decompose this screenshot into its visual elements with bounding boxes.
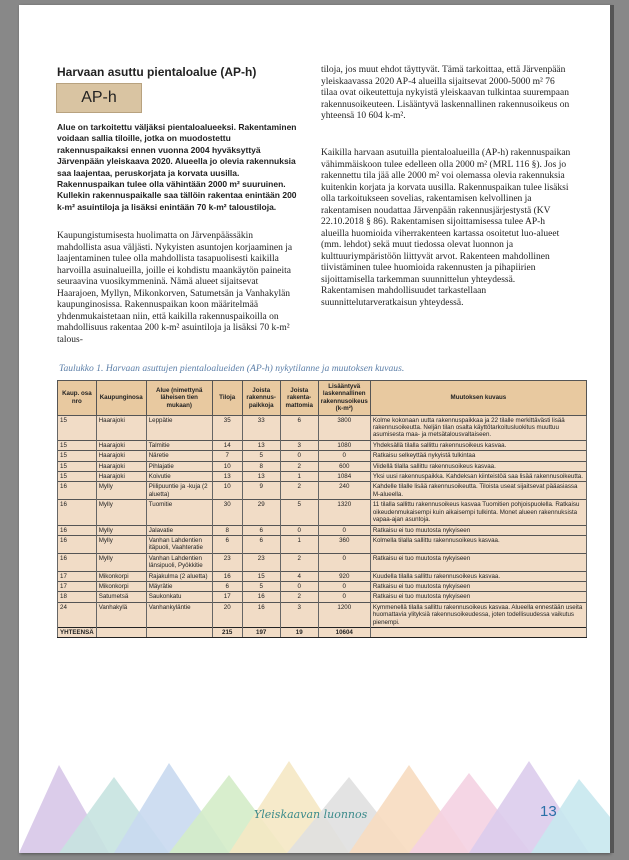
table-cell: 35	[212, 415, 242, 440]
table-cell: Viidellä tilalla sallittu rakennusoikeus kasvaa.	[370, 461, 586, 471]
table-cell: 16	[58, 525, 97, 535]
table-cell: Ratkaisu ei tuo muutosta nykyiseen	[370, 525, 586, 535]
table-cell: Kahdelle tilalle lisää rakennusoikeutta. Tiloista useat sijaitsevat pääasiassa M-alueella.	[370, 482, 586, 500]
table-cell: Koivutie	[146, 472, 212, 482]
table-cell: 6	[242, 525, 280, 535]
table-cell: Mikonkorpi	[96, 571, 146, 581]
table-cell: Vanhankyläntie	[146, 602, 212, 627]
table-header-cell: Alue (nimettynä läheisen tien mukaan)	[146, 381, 212, 416]
table-cell: 6	[212, 535, 242, 553]
table-cell: Yksi uusi rakennuspaikka. Kahdeksan kiinteistöä saa lisää rakennusoikeutta.	[370, 472, 586, 482]
table-row	[58, 581, 587, 591]
table-row	[58, 415, 587, 440]
table-cell: 16	[242, 602, 280, 627]
table-cell: 2	[280, 482, 318, 500]
table-cell: Kolmella tilalla sallittu rakennusoikeus kasvaa.	[370, 535, 586, 553]
page-number: 13	[540, 803, 557, 820]
table-row	[58, 440, 587, 450]
table-cell: 17	[58, 581, 97, 591]
table-cell: 3	[280, 602, 318, 627]
table-cell: Ratkaisu ei tuo muutosta nykyiseen	[370, 553, 586, 571]
table-cell: Jalavatie	[146, 525, 212, 535]
table-row	[58, 461, 587, 471]
table-cell: Mylly	[96, 500, 146, 525]
table-cell: 920	[318, 571, 370, 581]
table-row	[58, 592, 587, 602]
table-cell: 600	[318, 461, 370, 471]
table-cell: 360	[318, 535, 370, 553]
table-cell: 16	[242, 592, 280, 602]
intro-bold-paragraph: Alue on tarkoitettu väljäksi pientaloalueeksi. Rakentaminen voidaan sallia tiloille, jotka on muodostettu rakennuspaikaksi ennen vuonna 2004 hyväksyttyä Järvenpään yleiskaava 2020. Alueella jo olevia rakennuksia saa laajentaa, peruskorjata ja korvata uusilla. Rakennuspaikan tulee olla vähintään 2000 m² suuruinen. Kullekin rakennuspaikalle saa tällöin rakentaa enintään 200 k-m² asuintiloja ja lisäksi enintään 70 k-m² taloustiloja.	[57, 122, 297, 212]
table-cell: Leppätie	[146, 415, 212, 440]
table-cell: 0	[280, 581, 318, 591]
table-header-cell: Kaup. osa nro	[58, 381, 97, 416]
table-cell: 10	[212, 482, 242, 500]
table-cell: Rajakulma (2 aluetta)	[146, 571, 212, 581]
table-cell: 0	[280, 525, 318, 535]
table-row	[58, 571, 587, 581]
table-cell: 11 tilalla sallittu rakennusoikeus kasvaa Tuomitien pohjoispuolella. Ratkaisu oikeudenmukaisempi kuin aikaisempi tulkinta. Monet alueen rakennuksista vapaa-ajan asuntoja.	[370, 500, 586, 525]
table-cell: 1	[280, 535, 318, 553]
table-cell: Talmitie	[146, 440, 212, 450]
table-cell: 24	[58, 602, 97, 627]
table-cell: 2	[280, 553, 318, 571]
table-cell: Tuomitie	[146, 500, 212, 525]
table-cell: 5	[242, 451, 280, 461]
table-cell: 9	[242, 482, 280, 500]
table-cell: 15	[58, 440, 97, 450]
decorative-triangles	[19, 757, 610, 853]
table-cell: 0	[318, 525, 370, 535]
page-edge	[610, 5, 614, 853]
table-row	[58, 602, 587, 627]
table-cell: 7	[212, 451, 242, 461]
table-cell: Haarajoki	[96, 472, 146, 482]
table-cell: 240	[318, 482, 370, 500]
table-cell: 29	[242, 500, 280, 525]
table-cell: 0	[318, 553, 370, 571]
table-row	[58, 482, 587, 500]
table-caption: Taulukko 1. Harvaan asuttujen pientaloalueiden (AP-h) nykytilanne ja muutoksen kuvaus.	[59, 363, 405, 374]
table-cell: 1200	[318, 602, 370, 627]
table-row	[58, 535, 587, 553]
table-cell: Kymmenellä tilalla sallittu rakennusoikeus kasvaa. Alueella ennestään useita huomattavia ylityksiä rakennusoikeudessa, joten todellisuudessa vaikutus pienempi.	[370, 602, 586, 627]
table-total-cell: YHTEENSÄ	[58, 627, 97, 637]
table-cell: Haarajoki	[96, 415, 146, 440]
table-cell: 5	[280, 500, 318, 525]
table-header-cell: Lisääntyvä laskennallinen rakennusoikeus (k-m²)	[318, 381, 370, 416]
table-cell: 16	[58, 482, 97, 500]
table-cell: Näretie	[146, 451, 212, 461]
table-cell: 23	[242, 553, 280, 571]
table-cell: 0	[318, 592, 370, 602]
table-total-cell: 215	[212, 627, 242, 637]
table-total-cell	[370, 627, 586, 637]
table-header-cell: Joista rakennus-paikkoja	[242, 381, 280, 416]
table-cell: 3	[280, 440, 318, 450]
table-cell: Pihlajatie	[146, 461, 212, 471]
table-cell: 0	[280, 451, 318, 461]
data-table	[57, 380, 587, 638]
table-cell: Haarajoki	[96, 461, 146, 471]
table-cell: Mylly	[96, 553, 146, 571]
table-total-cell	[146, 627, 212, 637]
table-cell: Haarajoki	[96, 440, 146, 450]
table-cell: 13	[212, 472, 242, 482]
table-row	[58, 500, 587, 525]
zone-badge: AP-h	[56, 83, 142, 113]
table-cell: 2	[280, 592, 318, 602]
right-paragraph-2: Kaikilla harvaan asutuilla pientaloalueilla (AP-h) rakennuspaikan vähimmäiskoon tulee edelleen olla 2000 m² (MRL 116 §). Jos jo rakennettu tila jää alle 2000 m² voi olemassa olevia rakennuksia kuitenkin korjata ja korvata uusilla. Rakennuspaikan tulee lisäksi olla tarkoitukseen sovelias, rakentamisen kelvollinen ja rakentamisen noudattaa Järvenpään rakennusjärjestystä (KV 22.10.2018 § 86). Rakentamisen sijoittamisessa tulee AP-h alueilla huomioida viherrakenteen kartassa osoitetut luo-alueet (mm. lehdot) sekä muut tiedossa olevat luonnon ja kulttuuriympäristöön liittyvät arvot. Rakenteen mahdollinen tiivistäminen tulee huomioida rakennusten ja pihapiirien sijoittamisella tarkemman suunnittelun yhteydessä. Rakentamisen mahdollisuudet tarkastellaan suunnittelutarveratkaisun yhteydessä.	[321, 148, 571, 308]
table-cell: 15	[58, 472, 97, 482]
section-heading: Harvaan asuttu pientaloalue (AP-h)	[57, 65, 257, 79]
right-paragraph-1: tiloja, jos muut ehdot täyttyvät. Tämä tarkoittaa, että Järvenpään yleiskaavassa 2020 AP-4 alueilla sijaitsevat 2000-5000 m² 76 tilaa ovat oikeutettuja nykyistä yleiskaavan tulkintaa suurempaan rakennusoikeuteen. Lisääntyvä laskennallinen rakennusoikeus on yhteensä 10 604 k-m².	[321, 65, 570, 121]
table-cell: Yhdeksällä tilalla sallittu rakennusoikeus kasvaa.	[370, 440, 586, 450]
table-cell: Saukonkatu	[146, 592, 212, 602]
table-cell: Mylly	[96, 525, 146, 535]
left-body-paragraph: Kaupungistumisesta huolimatta on Järvenpäässäkin mahdollista asua väljästi. Nykyisten asuntojen korjaaminen ja laajentaminen tulee olla mahdollista tasapuolisesti kaikilla harvoilla asuinalueilla, joille ei kohdistu maankäytön paineita seuraavina vuosikymmeninä. Nämä alueet sijaitsevat Haarajoen, Myllyn, Mikonkorven, Satumetsän ja Vanhakylän kaupunginosissa. Rakennuspaikan koon määritelmää yhdenmukaistetaan niin, että kaikilla rakennuspaikoilla on mahdollisuus rakentaa 200 k-m² asuintiloja ja lisäksi 70 k-m² talous-	[57, 231, 293, 345]
table-cell: 16	[212, 571, 242, 581]
table-cell: 13	[242, 440, 280, 450]
table-cell: 15	[58, 461, 97, 471]
table-cell: 15	[242, 571, 280, 581]
table-cell: 30	[212, 500, 242, 525]
table-row	[58, 472, 587, 482]
table-cell: 0	[318, 581, 370, 591]
table-cell: 6	[242, 535, 280, 553]
table-row	[58, 553, 587, 571]
table-total-cell: 19	[280, 627, 318, 637]
table-total-cell: 197	[242, 627, 280, 637]
footer-title: Yleiskaavan luonnos	[254, 808, 368, 821]
table-cell: 14	[212, 440, 242, 450]
document-page	[19, 5, 610, 853]
table-cell: Kuudella tilalla sallittu rakennusoikeus kasvaa.	[370, 571, 586, 581]
table-total-cell: 10604	[318, 627, 370, 637]
table-cell: 18	[58, 592, 97, 602]
table-total-cell	[96, 627, 146, 637]
table-cell: Vanhan Lahdentien länsipuoli, Pyökkitie	[146, 553, 212, 571]
table-cell: 16	[58, 500, 97, 525]
table-cell: Mäyrätie	[146, 581, 212, 591]
table-cell: Haarajoki	[96, 451, 146, 461]
table-cell: 1	[280, 472, 318, 482]
table-cell: 8	[242, 461, 280, 471]
table-cell: 10	[212, 461, 242, 471]
table-cell: 13	[242, 472, 280, 482]
table-cell: Vanhan Lahdentien itäpuoli, Vaahteratie	[146, 535, 212, 553]
table-cell: Vanhakylä	[96, 602, 146, 627]
table-cell: 8	[212, 525, 242, 535]
table-cell: 15	[58, 451, 97, 461]
table-cell: 6	[280, 415, 318, 440]
table-cell: 3800	[318, 415, 370, 440]
table-cell: 20	[212, 602, 242, 627]
table-row	[58, 525, 587, 535]
table-header-cell: Tiloja	[212, 381, 242, 416]
table-cell: 5	[242, 581, 280, 591]
table-header-row	[58, 381, 587, 416]
table-header-cell: Joista rakenta-mattomia	[280, 381, 318, 416]
table-cell: 33	[242, 415, 280, 440]
table-cell: 15	[58, 415, 97, 440]
table-cell: Satumetsä	[96, 592, 146, 602]
table-cell: 0	[318, 451, 370, 461]
table-cell: Mikonkorpi	[96, 581, 146, 591]
table-cell: 17	[58, 571, 97, 581]
table-header-cell: Muutoksen kuvaus	[370, 381, 586, 416]
table-cell: Mylly	[96, 482, 146, 500]
table-total-row	[58, 627, 587, 637]
table-cell: 1084	[318, 472, 370, 482]
table-cell: 6	[212, 581, 242, 591]
table-cell: 23	[212, 553, 242, 571]
table-cell: 2	[280, 461, 318, 471]
table-cell: 17	[212, 592, 242, 602]
table-cell: Kolme kokonaan uutta rakennuspaikkaa ja 22 tilalle merkittävästi lisää rakennusoikeutta. Neljän tilan osalta käyttötarkoitusluokitus muuttuu asumisesta maa- ja metsätalousvaltaiseen.	[370, 415, 586, 440]
table-cell: Piilipuuntie ja -kuja (2 aluetta)	[146, 482, 212, 500]
table-cell: Mylly	[96, 535, 146, 553]
table-cell: 16	[58, 535, 97, 553]
table-cell: Ratkaisu selkeyttää nykyistä tulkintaa	[370, 451, 586, 461]
table-cell: 1080	[318, 440, 370, 450]
table-cell: Ratkaisu ei tuo muutosta nykyiseen	[370, 592, 586, 602]
table-header-cell: Kaupunginosa	[96, 381, 146, 416]
table-cell: Ratkaisu ei tuo muutosta nykyiseen	[370, 581, 586, 591]
table-row	[58, 451, 587, 461]
table-cell: 16	[58, 553, 97, 571]
table-cell: 1320	[318, 500, 370, 525]
table-cell: 4	[280, 571, 318, 581]
